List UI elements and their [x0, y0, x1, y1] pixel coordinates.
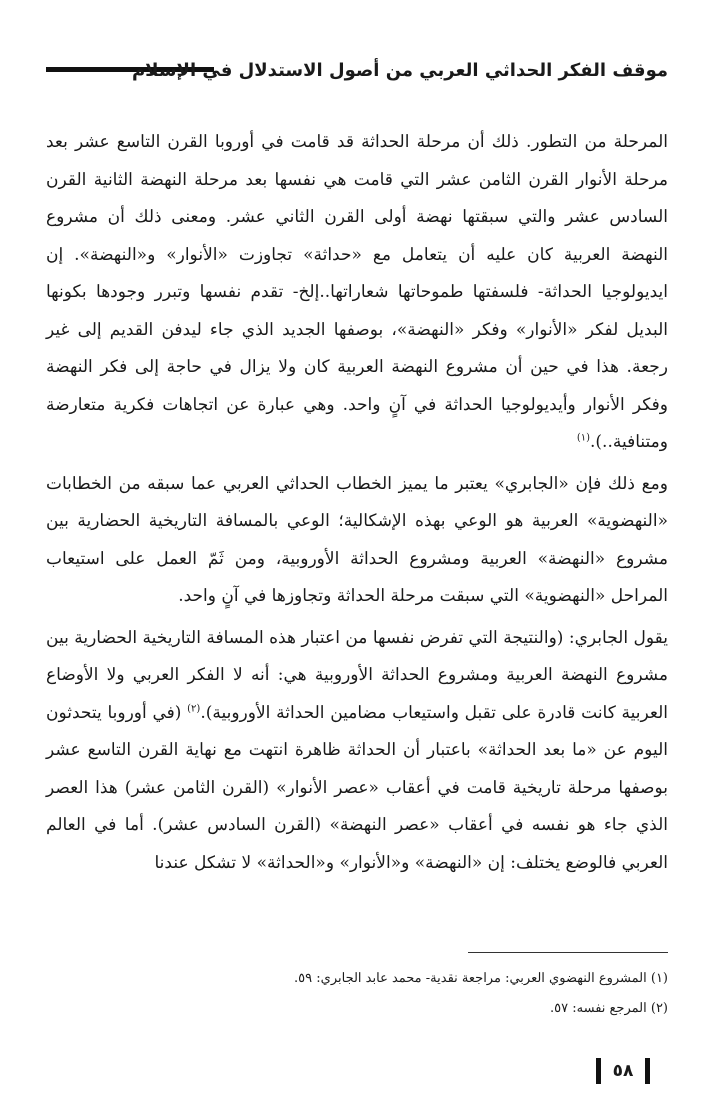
footnote-2: (٢) المرجع نفسه: ٥٧.	[550, 1001, 668, 1016]
running-header	[46, 56, 668, 90]
page-number	[596, 1058, 650, 1084]
footnote-1: (١) المشروع النهضوي العربي: مراجعة نقدية- محمد عابد الجابري: ٥٩.	[294, 971, 668, 986]
paragraph-2	[46, 466, 668, 616]
page-number-text: ٥٨	[612, 1061, 634, 1081]
paragraph-2-text: ومع ذلك فإن «الجابري» يعتبر ما يميز الخطاب الحداثي العربي عما سبقه من الخطابات «النهضوية» العربية هو الوعي بهذه الإشكالية؛ الوعي بالمسافة التاريخية الحضارية بين مشروع «النهضة» العربية ومشروع الحداثة الأوروبية، ومن ثَمّ العمل على استيعاب المراحل «النهضوية» التي سبقت مرحلة الحداثة وتجاوزها في آنٍ واحد.	[46, 473, 668, 606]
paragraph-3-text: يقول الجابري: (والنتيجة التي تفرض نفسها من اعتبار هذه المسافة التاريخية الحضارية بين مشروع النهضة العربية ومشروع الحداثة الأوروبية هي: أنه لا الفكر العربي ولا الأوضاع العربية كانت قادرة على تقبل واستيعاب مضامين الحداثة الأوروبية).	[46, 627, 669, 723]
footnote-ref-2: (٢)	[187, 702, 201, 714]
paragraph-1-text: المرحلة من التطور. ذلك أن مرحلة الحداثة قد قامت في أوروبا القرن التاسع عشر بعد مرحلة الأنوار القرن الثامن عشر التي قامت هي نفسها بعد مرحلة النهضة الثانية القرن السادس عشر والتي سبقتها نهضة أولى القرن الثاني عشر. ومعنى ذلك أن مشروع النهضة العربية كان عليه أن يتعامل مع «حداثة» تجاوزت «الأنوار» و«النهضة». إن ايديولوجيا الحداثة- فلسفتها طموحاتها شعاراتها..إلخ- تقدم نفسها وتبرر وجودها بكونها البديل لفكر «الأنوار» وفكر «النهضة»، بوصفها الجديد الذي جاء ليدفن القديم إلى غير رجعة. هذا في حين أن مشروع النهضة العربية كان ولا يزال في حاجة إلى فكر النهضة وفكر الأنوار وأيديولوجيا الحداثة في آنٍ واحد. وهي عبارة عن اتجاهات فكرية متعارضة ومتنافية..).	[46, 132, 668, 452]
footnote-rule	[468, 952, 668, 953]
paragraph-3	[46, 620, 668, 883]
body-text	[46, 124, 668, 882]
header-title: موقف الفكر الحداثي العربي من أصول الاستدلال في الإسلام	[131, 60, 668, 81]
footnote-ref-1: (١)	[576, 432, 591, 444]
paragraph-1	[46, 124, 668, 462]
paragraph-3-continuation: (في أوروبا يتحدثون اليوم عن «ما بعد الحداثة» باعتبار أن الحداثة ظاهرة انتهت مع نهاية القرن التاسع عشر بوصفها مرحلة تاريخية قامت في أعقاب «عصر الأنوار» (القرن الثامن عشر) هذا العصر الذي جاء هو نفسه في أعقاب «عصر النهضة» (القرن السادس عشر). أما في العالم العربي فالوضع يختلف: إن «النهضة» و«الأنوار» و«الحداثة» لا تشكل عندنا	[46, 702, 668, 873]
footnotes	[38, 964, 668, 1024]
